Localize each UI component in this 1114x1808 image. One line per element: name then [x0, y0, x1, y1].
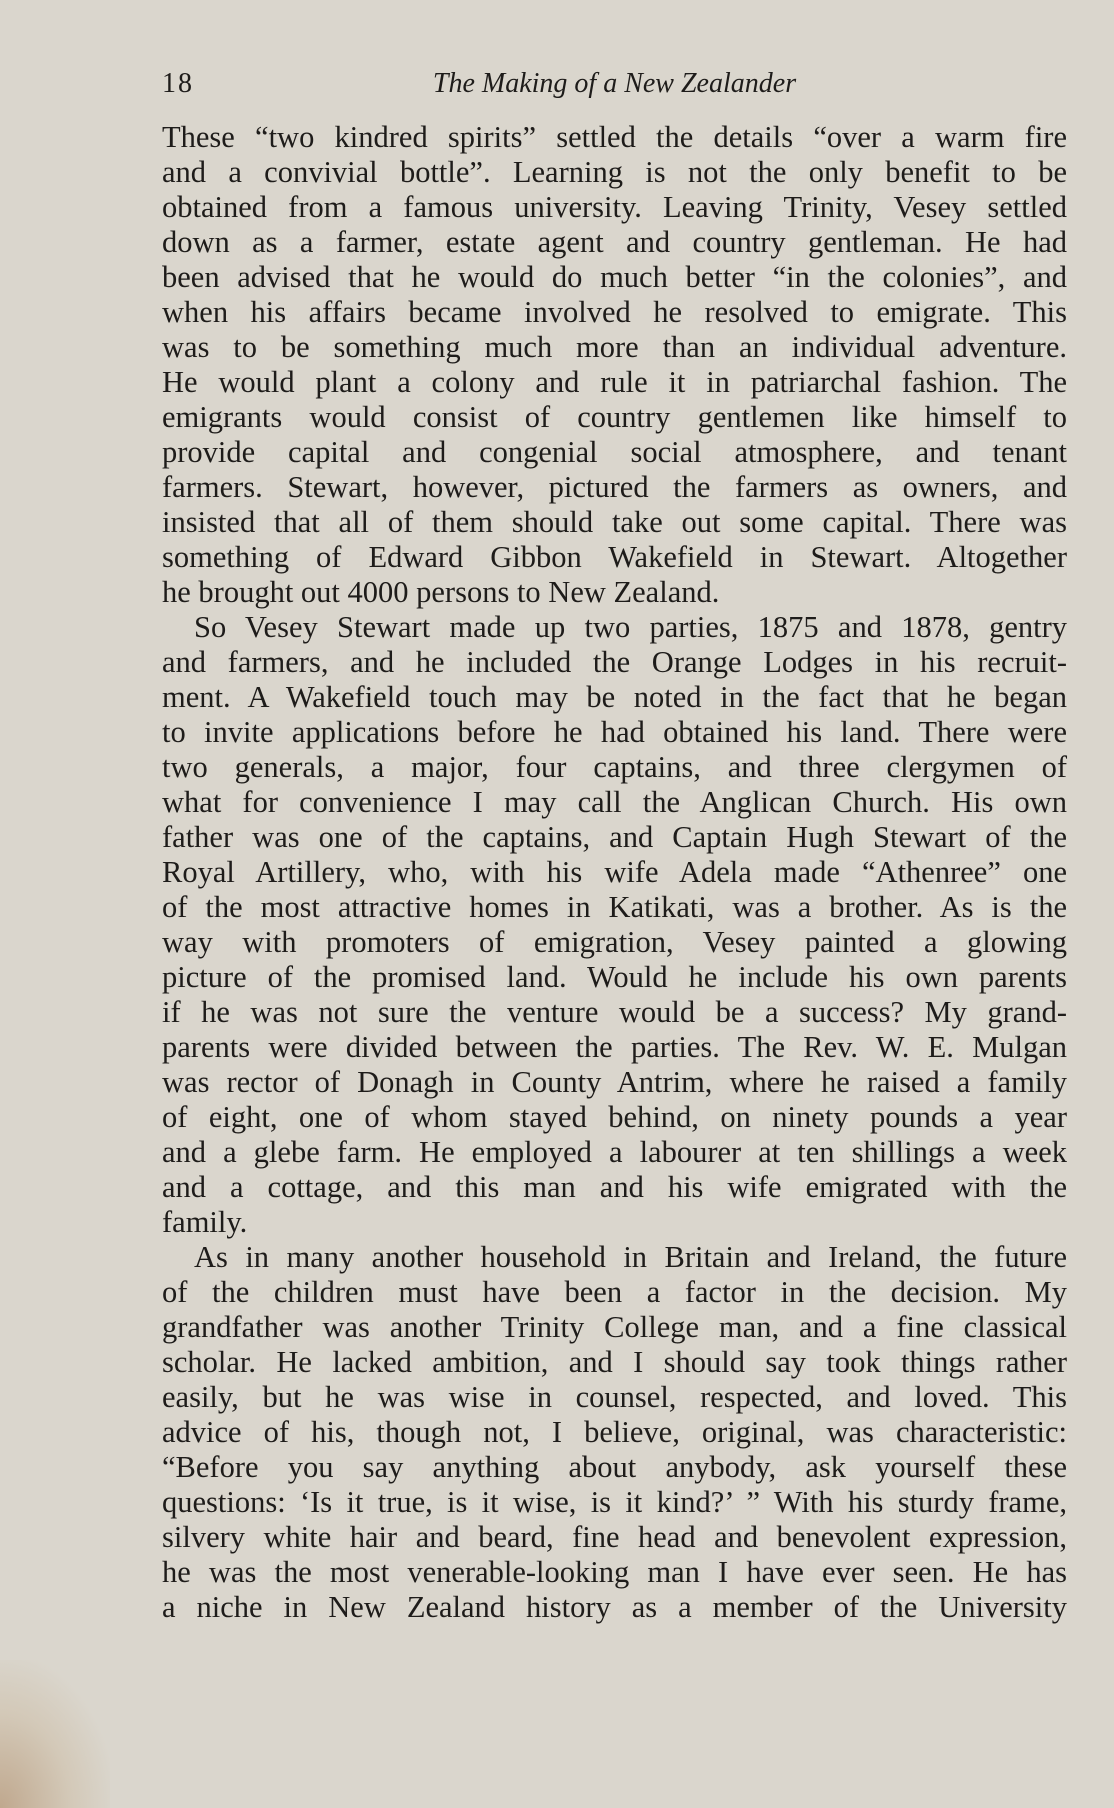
text-line: family.	[162, 1205, 248, 1239]
page-stain	[0, 1660, 110, 1808]
text-line: advice of his, though not, I believe, original, was characteristic:	[162, 1415, 1067, 1449]
text-line: two generals, a major, four captains, and three clergymen of	[162, 750, 1067, 784]
text-line: and a glebe farm. He employed a labourer at ten shillings a week	[162, 1135, 1067, 1169]
text-line: something of Edward Gibbon Wakefield in Stewart. Altogether	[162, 540, 1067, 574]
text-line: insisted that all of them should take out some capital. There was	[162, 505, 1067, 539]
text-line: ment. A Wakefield touch may be noted in the fact that he began	[162, 680, 1067, 714]
text-line: what for convenience I may call the Anglican Church. His own	[162, 785, 1067, 819]
text-line: of the children must have been a factor in the decision. My	[162, 1275, 1067, 1309]
running-title: The Making of a New Zealander	[432, 68, 797, 99]
text-line: grandfather was another Trinity College man, and a fine classical	[162, 1310, 1067, 1344]
text-line: a niche in New Zealand history as a member of the University	[162, 1590, 1067, 1624]
text-line: provide capital and congenial social atmosphere, and tenant	[162, 435, 1067, 469]
text-line: to invite applications before he had obtained his land. There were	[162, 715, 1067, 749]
text-line: emigrants would consist of country gentlemen like himself to	[162, 400, 1067, 434]
text-line: been advised that he would do much better “in the colonies”, and	[162, 260, 1067, 294]
text-line: questions: ‘Is it true, is it wise, is it kind?’ ” With his sturdy frame,	[162, 1485, 1067, 1519]
text-line: silvery white hair and beard, fine head and benevolent expression,	[162, 1520, 1067, 1554]
text-line: father was one of the captains, and Captain Hugh Stewart of the	[162, 820, 1067, 854]
text-line: picture of the promised land. Would he include his own parents	[162, 960, 1067, 994]
text-line: down as a farmer, estate agent and country gentleman. He had	[162, 225, 1067, 259]
text-line: and a convivial bottle”. Learning is not the only benefit to be	[162, 155, 1067, 189]
text-line: was to be something much more than an individual adventure.	[162, 330, 1067, 364]
text-line: of eight, one of whom stayed behind, on ninety pounds a year	[162, 1100, 1067, 1134]
text-line: if he was not sure the venture would be a success? My grand-	[162, 995, 1067, 1029]
text-line: and a cottage, and this man and his wife emigrated with the	[162, 1170, 1067, 1204]
text-line: So Vesey Stewart made up two parties, 1875 and 1878, gentry	[194, 610, 1067, 644]
body-text	[162, 120, 1067, 1625]
text-line: “Before you say anything about anybody, ask yourself these	[162, 1450, 1067, 1484]
text-line: As in many another household in Britain and Ireland, the future	[194, 1240, 1067, 1274]
text-line: Royal Artillery, who, with his wife Adela made “Athenree” one	[162, 855, 1067, 889]
text-line: way with promoters of emigration, Vesey painted a glowing	[162, 925, 1067, 959]
text-line: he brought out 4000 persons to New Zealand.	[162, 575, 720, 609]
page-header	[162, 62, 1067, 106]
text-line: was rector of Donagh in County Antrim, where he raised a family	[162, 1065, 1067, 1099]
page-number: 18	[162, 68, 194, 99]
text-line: easily, but he was wise in counsel, respected, and loved. This	[162, 1380, 1067, 1414]
text-line: parents were divided between the parties. The Rev. W. E. Mulgan	[162, 1030, 1067, 1064]
text-line: scholar. He lacked ambition, and I should say took things rather	[162, 1345, 1067, 1379]
text-line: and farmers, and he included the Orange Lodges in his recruit-	[162, 645, 1067, 679]
text-line: when his affairs became involved he resolved to emigrate. This	[162, 295, 1067, 329]
text-line: These “two kindred spirits” settled the details “over a warm fire	[162, 120, 1067, 154]
text-line: of the most attractive homes in Katikati, was a brother. As is the	[162, 890, 1067, 924]
text-line: he was the most venerable-looking man I have ever seen. He has	[162, 1555, 1067, 1589]
text-line: farmers. Stewart, however, pictured the farmers as owners, and	[162, 470, 1067, 504]
text-line: He would plant a colony and rule it in patriarchal fashion. The	[162, 365, 1067, 399]
text-line: obtained from a famous university. Leaving Trinity, Vesey settled	[162, 190, 1067, 224]
